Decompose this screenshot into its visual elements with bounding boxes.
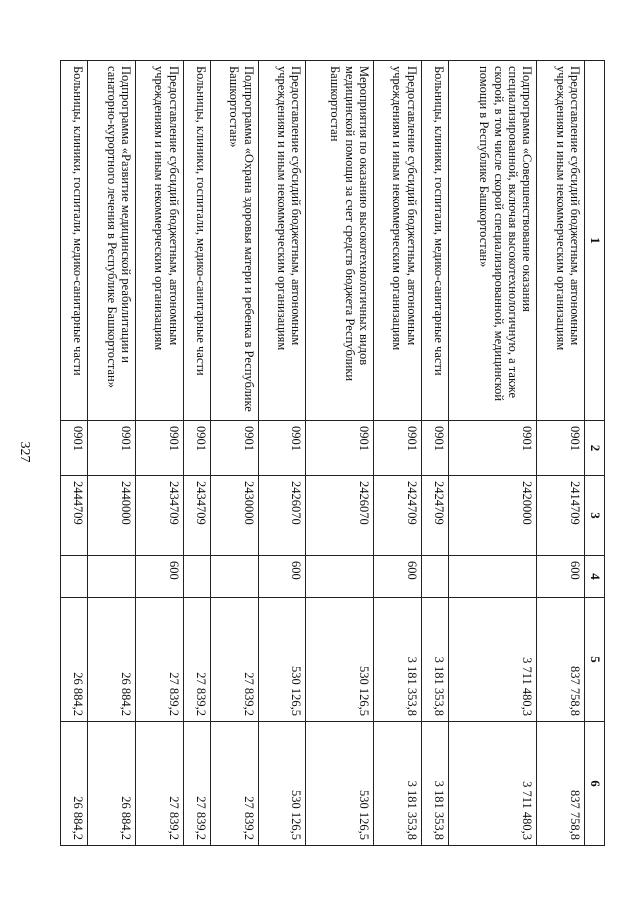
table-row xyxy=(61,61,88,846)
row-name-cell: Подпрограмма «Совершенствование оказания специализированной, включая высокотехнологичную, а также скорой, в том числе скорой специализированной, медицинской помощи в Республике Башкортостан» xyxy=(449,61,537,421)
target-article-cell: 2444709 xyxy=(61,476,88,556)
table-row xyxy=(537,61,585,846)
row-name-cell: Мероприятия по оказанию высокотехнологичных видов медицинской помощи за счет средств бюджета Республики Башкортостан xyxy=(306,61,374,421)
target-article-cell: 2430000 xyxy=(211,476,259,556)
amount-col-6-cell: 27 839,2 xyxy=(136,722,184,846)
amount-col-6-cell: 530 126,5 xyxy=(258,722,306,846)
row-name-cell: Предоставление субсидий бюджетным, автономным учреждениям и иным некоммерческим организациям xyxy=(537,61,585,421)
amount-col-5-cell: 26 884,2 xyxy=(61,598,88,722)
table-row xyxy=(258,61,306,846)
target-article-cell: 2424709 xyxy=(421,476,448,556)
target-article-cell: 2426070 xyxy=(306,476,374,556)
section-code-cell: 0901 xyxy=(61,421,88,476)
amount-col-6-cell: 26 884,2 xyxy=(61,722,88,846)
section-code-cell: 0901 xyxy=(258,421,306,476)
amount-col-6-cell: 530 126,5 xyxy=(306,722,374,846)
table-row xyxy=(88,61,136,846)
target-article-cell: 2426070 xyxy=(258,476,306,556)
expense-type-cell xyxy=(306,556,374,598)
row-name-cell: Предоставление субсидий бюджетным, автономным учреждениям и иным некоммерческим организациям xyxy=(374,61,422,421)
row-name-cell: Подпрограмма «Охрана здоровья матери и ребенка в Республике Башкортостан» xyxy=(211,61,259,421)
table-row xyxy=(183,61,210,846)
amount-col-5-cell: 3 711 480,3 xyxy=(449,598,537,722)
table-row xyxy=(136,61,184,846)
row-name-cell: Предоставление субсидий бюджетным, автономным учреждениям и иным некоммерческим организациям xyxy=(136,61,184,421)
budget-table-container xyxy=(60,60,605,845)
expense-type-cell: 600 xyxy=(537,556,585,598)
header-col-3: 3 xyxy=(585,476,605,556)
rotated-page-area xyxy=(60,60,605,845)
row-name-cell: Предоставление субсидий бюджетным, автономным учреждениям и иным некоммерческим организациям xyxy=(258,61,306,421)
expense-type-cell xyxy=(449,556,537,598)
amount-col-6-cell: 3 181 353,8 xyxy=(421,722,448,846)
amount-col-6-cell: 27 839,2 xyxy=(183,722,210,846)
table-row xyxy=(449,61,537,846)
section-code-cell: 0901 xyxy=(374,421,422,476)
amount-col-5-cell: 837 758,8 xyxy=(537,598,585,722)
amount-col-6-cell: 837 758,8 xyxy=(537,722,585,846)
table-body xyxy=(61,61,585,846)
row-name-cell: Больницы, клиники, госпитали, медико-санитарные части xyxy=(61,61,88,421)
section-code-cell: 0901 xyxy=(537,421,585,476)
section-code-cell: 0901 xyxy=(88,421,136,476)
table-row xyxy=(421,61,448,846)
target-article-cell: 2414709 xyxy=(537,476,585,556)
row-name-cell: Больницы, клиники, госпитали, медико-санитарные части xyxy=(421,61,448,421)
expense-type-cell xyxy=(61,556,88,598)
header-col-4: 4 xyxy=(585,556,605,598)
amount-col-6-cell: 3 711 480,3 xyxy=(449,722,537,846)
section-code-cell: 0901 xyxy=(211,421,259,476)
target-article-cell: 2420000 xyxy=(449,476,537,556)
target-article-cell: 2434709 xyxy=(136,476,184,556)
header-col-2: 2 xyxy=(585,421,605,476)
table-row xyxy=(211,61,259,846)
amount-col-5-cell: 27 839,2 xyxy=(136,598,184,722)
header-row xyxy=(585,61,605,846)
amount-col-6-cell: 3 181 353,8 xyxy=(374,722,422,846)
expense-type-cell xyxy=(211,556,259,598)
target-article-cell: 2440000 xyxy=(88,476,136,556)
expense-type-cell: 600 xyxy=(136,556,184,598)
target-article-cell: 2434709 xyxy=(183,476,210,556)
expense-type-cell: 600 xyxy=(374,556,422,598)
page-number: 327 xyxy=(17,441,32,463)
amount-col-5-cell: 27 839,2 xyxy=(211,598,259,722)
header-col-6: 6 xyxy=(585,722,605,846)
header-col-1: 1 xyxy=(585,61,605,421)
amount-col-6-cell: 27 839,2 xyxy=(211,722,259,846)
amount-col-5-cell: 26 884,2 xyxy=(88,598,136,722)
expense-type-cell xyxy=(88,556,136,598)
amount-col-5-cell: 530 126,5 xyxy=(258,598,306,722)
expense-type-cell xyxy=(421,556,448,598)
amount-col-5-cell: 530 126,5 xyxy=(306,598,374,722)
amount-col-5-cell: 3 181 353,8 xyxy=(374,598,422,722)
section-code-cell: 0901 xyxy=(421,421,448,476)
expense-type-cell xyxy=(183,556,210,598)
row-name-cell: Больницы, клиники, госпитали, медико-санитарные части xyxy=(183,61,210,421)
table-row xyxy=(374,61,422,846)
amount-col-5-cell: 27 839,2 xyxy=(183,598,210,722)
amount-col-5-cell: 3 181 353,8 xyxy=(421,598,448,722)
section-code-cell: 0901 xyxy=(449,421,537,476)
target-article-cell: 2424709 xyxy=(374,476,422,556)
expense-type-cell: 600 xyxy=(258,556,306,598)
section-code-cell: 0901 xyxy=(136,421,184,476)
section-code-cell: 0901 xyxy=(183,421,210,476)
table-row xyxy=(306,61,374,846)
budget-table xyxy=(60,60,605,846)
row-name-cell: Подпрограмма «Развитие медицинской реабилитации и санаторно-курортного лечения в Республике Башкортостан» xyxy=(88,61,136,421)
amount-col-6-cell: 26 884,2 xyxy=(88,722,136,846)
section-code-cell: 0901 xyxy=(306,421,374,476)
header-col-5: 5 xyxy=(585,598,605,722)
